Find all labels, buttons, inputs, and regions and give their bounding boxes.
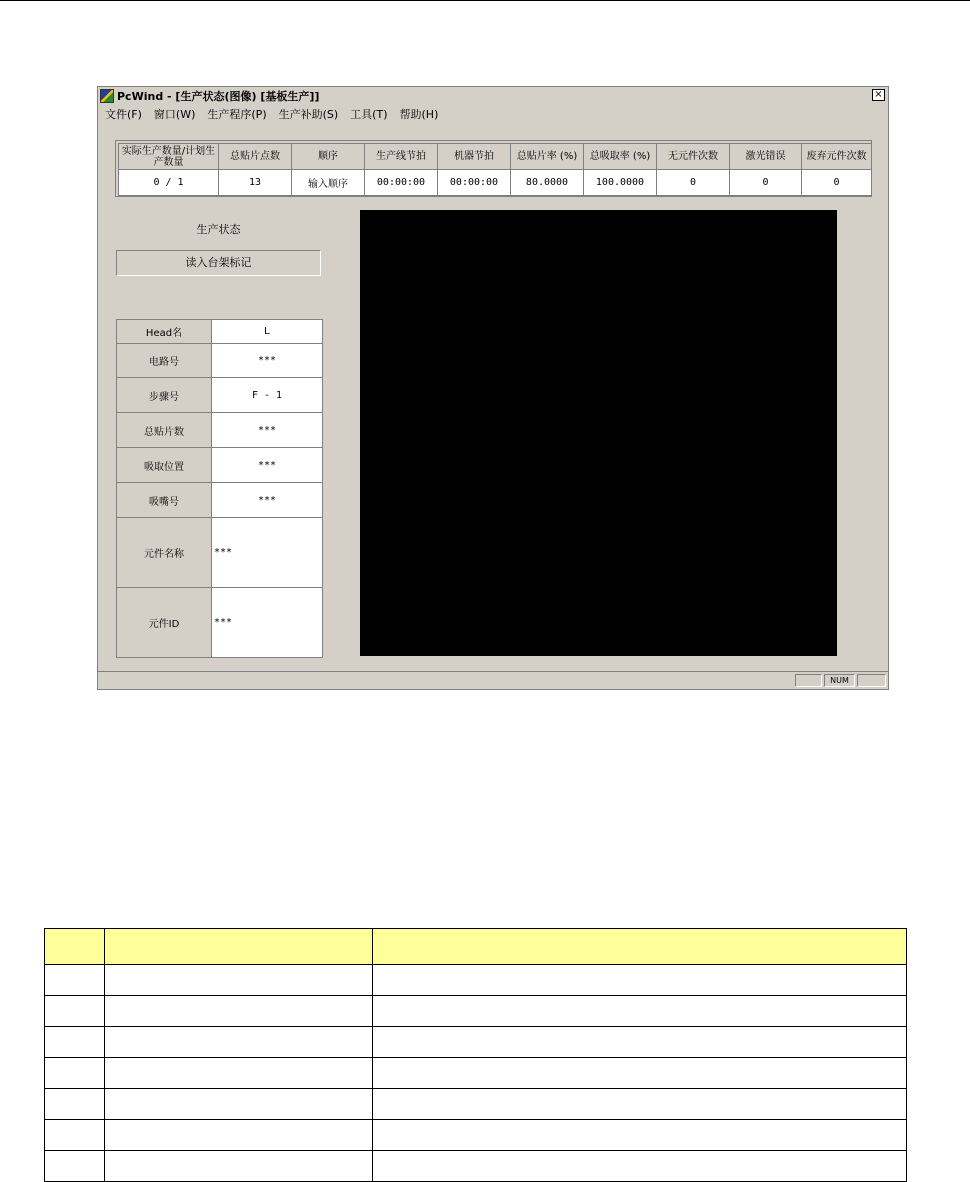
header-no-component: 无元件次数 <box>657 144 730 170</box>
info-key-total-placements: 总贴片数 <box>117 413 212 448</box>
value-total-points: 13 <box>219 170 292 196</box>
menu-production-assist[interactable]: 生产补助(S) <box>278 107 339 121</box>
description-header-row <box>45 929 907 965</box>
table-row <box>45 1151 907 1182</box>
info-value-head-name: L <box>212 320 323 344</box>
status-pane-extra <box>857 674 886 687</box>
info-key-circuit-no: 电路号 <box>117 344 212 378</box>
header-order: 顺序 <box>292 144 365 170</box>
info-value-nozzle-no: *** <box>212 483 323 518</box>
menu-window[interactable]: 窗口(W) <box>153 107 196 121</box>
header-line-tact: 生产线节拍 <box>365 144 438 170</box>
value-order: 输入顺序 <box>292 170 365 196</box>
status-bar <box>98 671 888 689</box>
stats-panel <box>115 140 872 197</box>
info-key-pickup-position: 吸取位置 <box>117 448 212 483</box>
header-laser-error: 激光错误 <box>730 144 802 170</box>
close-button[interactable]: × <box>872 89 885 101</box>
info-key-nozzle-no: 吸嘴号 <box>117 483 212 518</box>
camera-image-area <box>360 210 837 656</box>
value-placement-rate: 80.0000 <box>511 170 584 196</box>
header-actual-planned: 实际生产数量/计划生产数量 <box>119 144 219 170</box>
status-pane-blank <box>795 674 822 687</box>
info-key-step-no: 步骤号 <box>117 378 212 413</box>
value-discard-count: 0 <box>802 170 872 196</box>
value-actual-planned: 0 / 1 <box>119 170 219 196</box>
table-row <box>45 1089 907 1120</box>
info-value-pickup-position: *** <box>212 448 323 483</box>
table-row <box>45 996 907 1027</box>
menu-production-program[interactable]: 生产程序(P) <box>207 107 267 121</box>
menu-help[interactable]: 帮助(H) <box>399 107 439 121</box>
header-placement-rate: 总贴片率 (%) <box>511 144 584 170</box>
info-value-circuit-no: *** <box>212 344 323 378</box>
table-row <box>45 965 907 996</box>
pcwind-window <box>97 86 889 690</box>
table-row <box>45 1120 907 1151</box>
window-title: PcWind - [生产状态(图像) [基板生产]] <box>117 89 320 103</box>
info-value-step-no: F - 1 <box>212 378 323 413</box>
info-value-component-id: *** <box>212 588 323 658</box>
head-info-table <box>116 319 323 658</box>
info-value-component-name: *** <box>212 518 323 588</box>
info-key-component-name: 元件名称 <box>117 518 212 588</box>
info-key-head-name: Head名 <box>117 320 212 344</box>
status-pane-num: NUM <box>824 674 855 687</box>
header-pickup-rate: 总吸取率 (%) <box>584 144 657 170</box>
header-total-points: 总贴片点数 <box>219 144 292 170</box>
menu-file[interactable]: 文件(F) <box>105 107 142 121</box>
production-status-label: 生产状态 <box>196 223 241 236</box>
info-value-total-placements: *** <box>212 413 323 448</box>
page-top-rule <box>0 0 970 1</box>
info-key-component-id: 元件ID <box>117 588 212 658</box>
table-row <box>45 1027 907 1058</box>
value-line-tact: 00:00:00 <box>365 170 438 196</box>
menu-tools[interactable]: 工具(T) <box>350 107 388 121</box>
header-discard-count: 废弃元件次数 <box>802 144 872 170</box>
title-bar[interactable] <box>98 87 888 104</box>
value-machine-tact: 00:00:00 <box>438 170 511 196</box>
header-machine-tact: 机器节拍 <box>438 144 511 170</box>
app-icon <box>100 89 114 103</box>
menu-bar <box>98 105 888 122</box>
table-row <box>45 1058 907 1089</box>
value-laser-error: 0 <box>730 170 802 196</box>
value-no-component: 0 <box>657 170 730 196</box>
production-status-value: 读入台架标记 <box>116 250 321 276</box>
value-pickup-rate: 100.0000 <box>584 170 657 196</box>
stats-table <box>118 143 872 196</box>
description-table <box>44 928 907 1182</box>
